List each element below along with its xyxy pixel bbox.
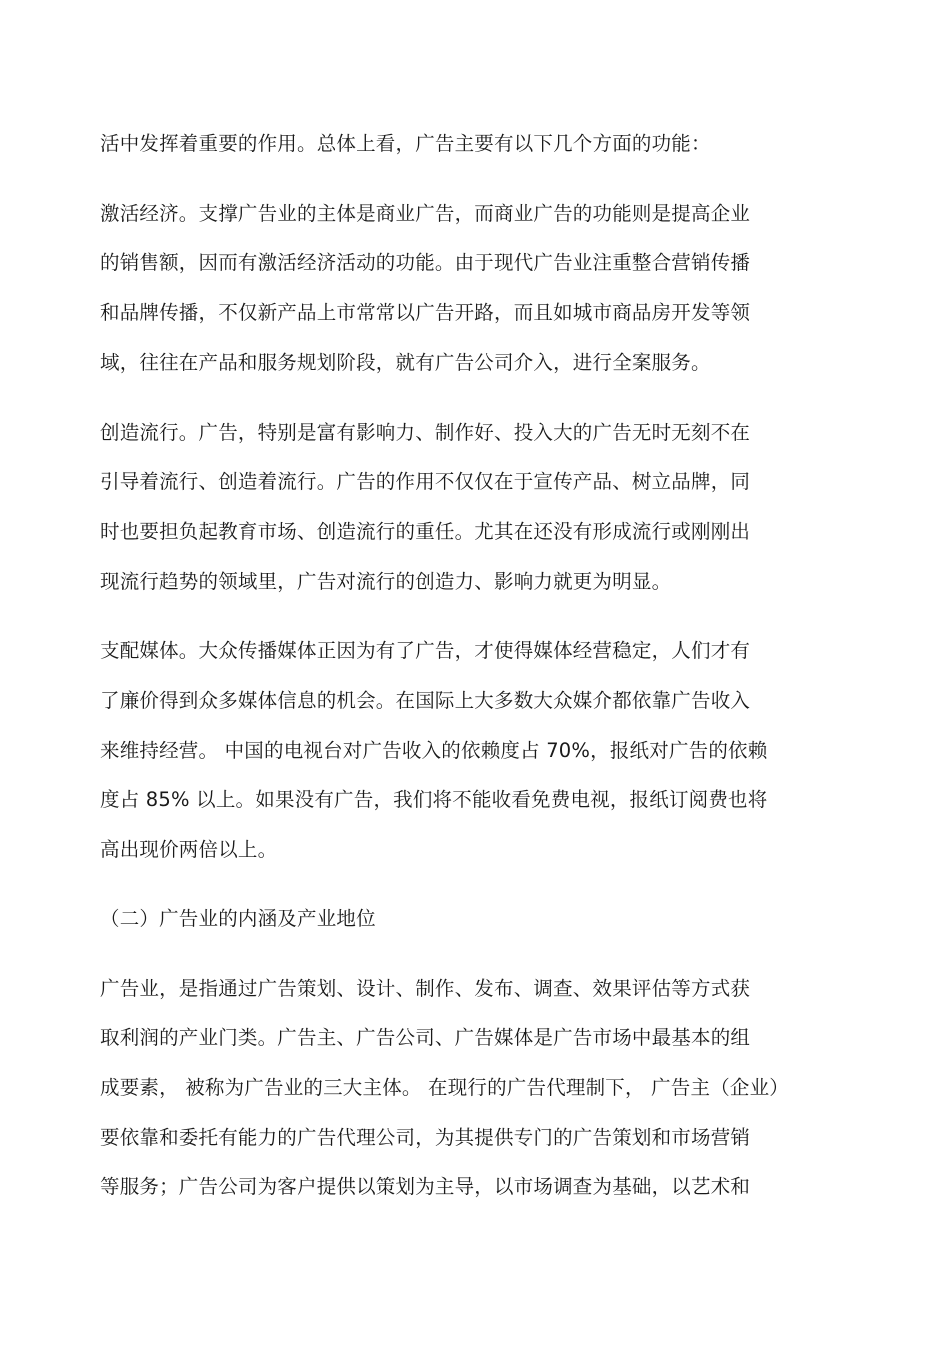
stimulate-line-3: 和品牌传播，不仅新产品上市常常以广告开路，而且如城市商品房开发等领	[100, 301, 751, 324]
media-line-5: 高出现价两倍以上。	[100, 838, 278, 861]
industry-line-3: 成要素， 被称为广告业的三大主体。 在现行的广告代理制下， 广告主（企业）	[100, 1076, 789, 1099]
section-heading: （二）广告业的内涵及产业地位	[100, 907, 376, 930]
media-line-3: 来维持经营。 中国的电视台对广告收入的依赖度占 70%，报纸对广告的依赖	[100, 739, 768, 762]
stimulate-line-1: 激活经济。支撑广告业的主体是商业广告，而商业广告的功能则是提高企业	[100, 202, 751, 225]
media-line-2: 了廉价得到众多媒体信息的机会。在国际上大多数大众媒介都依靠广告收入	[100, 689, 751, 712]
industry-line-1: 广告业，是指通过广告策划、设计、制作、发布、调查、效果评估等方式获	[100, 977, 751, 1000]
media-line-1: 支配媒体。大众传播媒体正因为有了广告，才使得媒体经营稳定，人们才有	[100, 639, 751, 662]
trend-line-4: 现流行趋势的领域里，广告对流行的创造力、影响力就更为明显。	[100, 570, 672, 593]
media-line-4: 度占 85% 以上。如果没有广告，我们将不能收看免费电视，报纸订阅费也将	[100, 788, 768, 811]
trend-line-3: 时也要担负起教育市场、创造流行的重任。尤其在还没有形成流行或刚刚出	[100, 520, 751, 543]
intro-line-1: 活中发挥着重要的作用。总体上看，广告主要有以下几个方面的功能：	[100, 132, 711, 155]
trend-line-2: 引导着流行、创造着流行。广告的作用不仅仅在于宣传产品、树立品牌，同	[100, 470, 751, 493]
industry-line-2: 取利润的产业门类。广告主、广告公司、广告媒体是广告市场中最基本的组	[100, 1026, 751, 1049]
trend-line-1: 创造流行。广告，特别是富有影响力、制作好、投入大的广告无时无刻不在	[100, 421, 751, 444]
industry-line-5: 等服务；广告公司为客户提供以策划为主导，以市场调查为基础，以艺术和	[100, 1175, 751, 1198]
industry-line-4: 要依靠和委托有能力的广告代理公司，为其提供专门的广告策划和市场营销	[100, 1126, 751, 1149]
stimulate-line-2: 的销售额，因而有激活经济活动的功能。由于现代广告业注重整合营销传播	[100, 251, 751, 274]
stimulate-line-4: 域，往往在产品和服务规划阶段，就有广告公司介入，进行全案服务。	[100, 351, 711, 374]
